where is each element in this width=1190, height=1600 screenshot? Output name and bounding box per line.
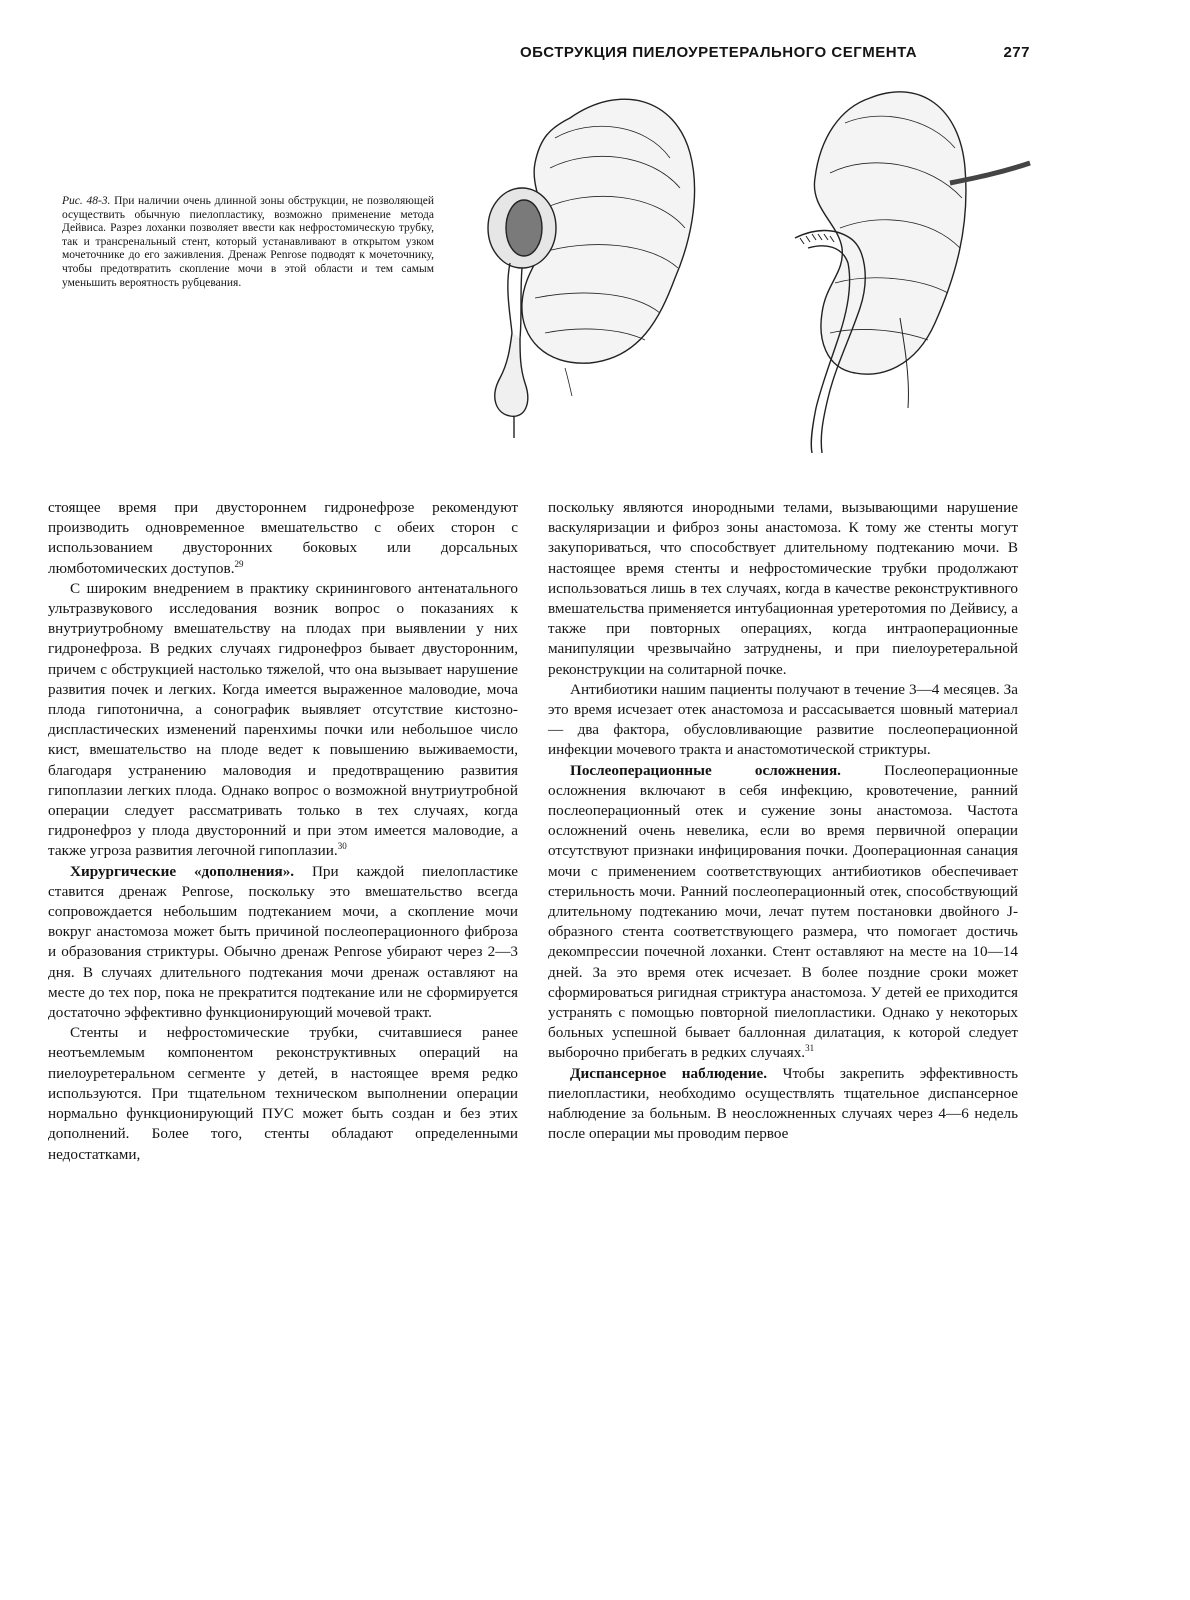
kidney-illustration — [450, 78, 1050, 458]
paragraph — [548, 1064, 1018, 1145]
kidney-left-drawing — [488, 99, 695, 438]
paragraph — [48, 1023, 518, 1164]
paragraph — [48, 498, 518, 579]
paragraph-text: С широким внедрением в практику скринингового антенатального ультразвукового исследования возник вопрос о показаниях к внутриутробному вмешательству на плодах при выявлении у них гидронефроза. В редких случаях гидронефроз бывает двусторонним, причем с обструкцией настолько тяжелой, что она вызывает нарушение развития почек и легких. Когда имеется выраженное маловодие, моча плода гипотонична, а сонографик выявляет отсутствие кистозно-диспластических изменений паренхимы почки или небольшое число кист, вмешательство на плоде ведет к повышению выживаемости, благодаря устранению маловодия и предотвращению развития гипоплазии легких плода. Однако вопрос о возможной внутриутробной операции следует рассматривать только в тех случаях, когда гидронефроз у плода двусторонний и при этом имеется маловодие, а также угроза развития легочной гипоплазии. — [48, 579, 518, 860]
paragraph-text: стоящее время при двустороннем гидронефрозе рекомендуют производить одновременное вмешательство с обеих сторон с использованием двусторонних боковых или дорсальных люмботомических доступов. — [48, 499, 518, 577]
section-heading: Послеоперационные осложнения. — [570, 761, 841, 779]
text-column-right — [548, 498, 1018, 1145]
paragraph-text: Антибиотики нашим пациенты получают в течение 3—4 месяцев. За это время исчезает отек анастомоза и рассасывается шовный материал — два фактора, обусловливающие развитие послеоперационной инфекции мочевого тракта и анастомотической стриктуры. — [548, 680, 1018, 759]
paragraph-text: Чтобы закрепить эффективность пиелопластики, необходимо осуществлять тщательное диспансерное наблюдение за больным. В неосложненных случаях через 4—6 недель после операции мы проводим первое — [548, 1064, 1019, 1143]
section-heading: Диспансерное наблюдение. — [570, 1064, 768, 1082]
figure-caption — [62, 195, 434, 290]
paragraph-text: Послеоперационные осложнения включают в себя инфекцию, кровотечение, ранний послеоперационный отек и сужение зоны анастомоза. Частота осложнений очень невелика, если во время первичной операции отсутствуют признаки инфицирования почки. Дооперационная санация мочи с применением соответствующих антибиотиков обеспечивает стерильность мочи. Ранний послеоперационный отек, способствующий длительному подтеканию мочи, лечат путем постановки двойного J-образного стента соответствующего размера, что помогает достичь декомпрессии почечной лоханки. Стент оставляют на месте на 10—14 дней. За это время отек исчезает. В более поздние сроки может сформироваться ригидная стриктура анастомоза. У детей ее приходится устранять с помощью повторной пиелопластики. Однако у некоторых больных успешной бывает баллонная дилатация, к которой следует выборочно прибегать в редких случаях. — [548, 761, 1018, 1062]
section-heading: Хирургические «дополнения». — [70, 862, 295, 880]
reference-mark: 29 — [234, 558, 244, 569]
running-header-title: ОБСТРУКЦИЯ ПИЕЛОУРЕТЕРАЛЬНОГО СЕГМЕНТА — [520, 44, 918, 61]
paragraph — [548, 761, 1018, 1064]
paragraph-text: При каждой пиелопластике ставится дренаж Penrose, поскольку это вмешательство всегда сопровождается небольшим подтеканием мочи, а скопление мочи вокруг анастомоза может быть причиной послеоперационного фиброза и образования стриктуры. Обычно дренаж Penrose убирают через 2—3 дня. В случаях длительного подтекания мочи дренаж оставляют на месте до тех пор, пока не прекратится подтекание или не сформируется достаточно эффективно функционирующий мочевой тракт. — [48, 862, 519, 1022]
paragraph-text: поскольку являются инородными телами, вызывающими нарушение васкуляризации и фиброз зоны анастомоза. К тому же стенты могут закупориваться, что способствует длительному подтеканию мочи. В настоящее время стенты и нефростомические трубки продолжают использоваться лишь в тех случаях, когда в качестве реконструктивного вмешательства применяется интубационная уретеротомия по Дейвису, а также при повторных операциях, когда интраоперационные манипуляции чрезвычайно затруднены, и при пиелоуретеральной реконструкции на солитарной почке. — [548, 499, 1018, 678]
reference-mark: 31 — [805, 1043, 815, 1054]
page-number: 277 — [1003, 44, 1030, 61]
paragraph — [548, 498, 1018, 680]
figure-label: Рис. 48-3. — [62, 195, 111, 207]
text-column-left — [48, 498, 518, 1165]
paragraph — [548, 680, 1018, 761]
running-header — [520, 40, 1040, 66]
paragraph — [48, 579, 518, 862]
kidney-right-drawing — [795, 92, 1030, 453]
paragraph-text: Стенты и нефростомические трубки, считавшиеся ранее неотъемлемым компонентом реконструктивных операций на пиелоуретеральном сегменте у детей, в настоящее время редко используются. При тщательном техническом выполнении операции нормально функционирующий ПУС может быть создан и без этих дополнений. Более того, стенты обладают определенными недостатками, — [48, 1024, 518, 1163]
paragraph — [48, 862, 518, 1024]
reference-mark: 30 — [337, 841, 347, 852]
figure-caption-text: При наличии очень длинной зоны обструкции, не позволяющей осуществить обычную пиелопластику, возможно применение метода Дейвиса. Разрез лоханки позволяет ввести как нефростомическую трубку, так и транcренальный стент, который устанавливают в открытом узком мочеточнике до его заживления. Дренаж Penrose подводят к мочеточнику, чтобы предотвратить скопление мочи в этой области и тем самым уменьшить вероятность рубцевания. — [62, 195, 435, 289]
